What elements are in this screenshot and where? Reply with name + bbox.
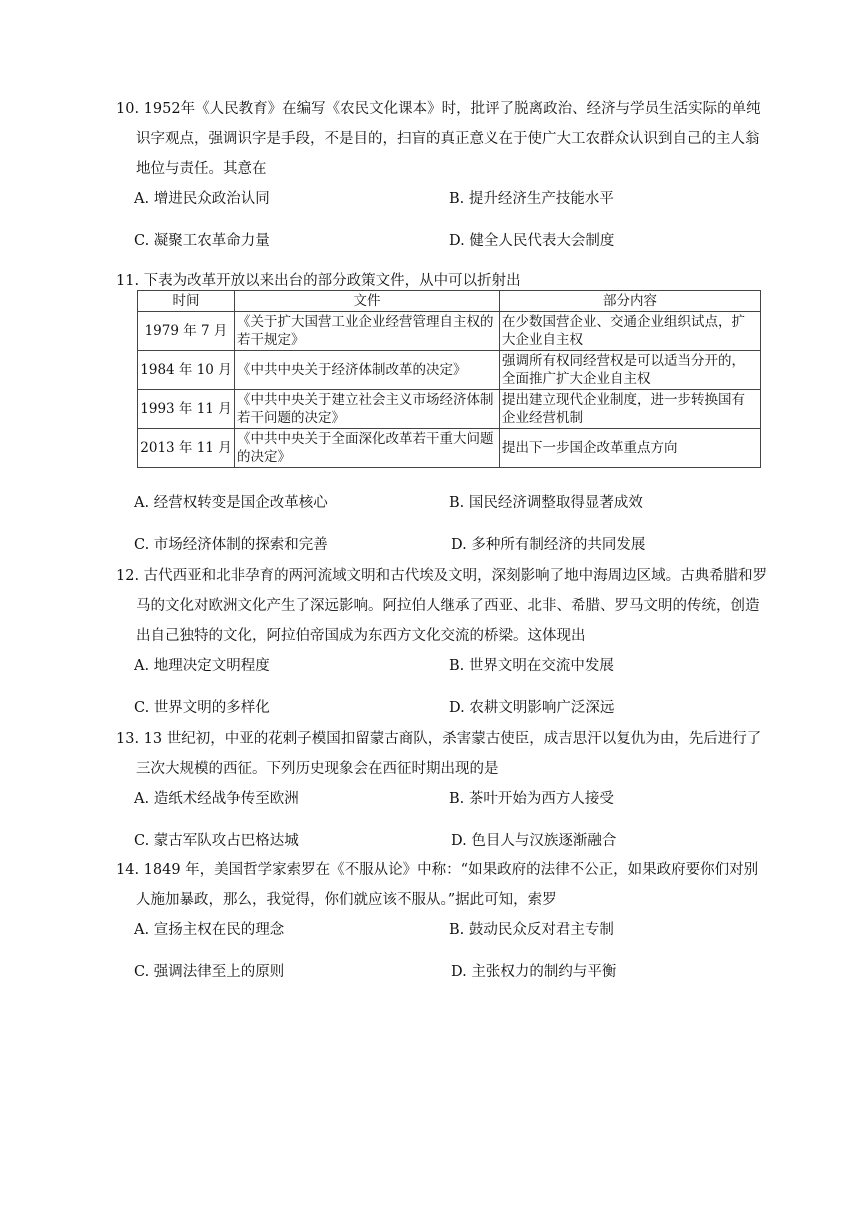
question-14 <box>116 855 772 999</box>
option-a: A. 宣扬主权在民的理念 <box>134 922 285 938</box>
option-a: A. 造纸术经战争传至欧洲 <box>134 791 299 807</box>
question-stem: 13. 13 世纪初，中亚的花剌子模国扣留蒙古商队，杀害蒙古使臣，成吉思汗以复仇为由，先后进行了三次大规模的西征。下列历史现象会在西征时期出现的是 <box>116 731 762 777</box>
option-d: D. 色目人与汉族逐渐融合 <box>451 833 617 849</box>
table-row <box>138 390 761 429</box>
options-row <box>116 784 772 826</box>
table-cell-content: 在少数国营企业、交通企业组织试点，扩大企业自主权 <box>500 312 761 351</box>
option-c: C. 世界文明的多样化 <box>134 700 270 716</box>
question-12 <box>116 561 772 735</box>
table-cell-content: 强调所有权同经营权是可以适当分开的，全面推广扩大企业自主权 <box>500 351 761 390</box>
question-stem: 10. 1952年《人民教育》在编写《农民文化课本》时，批评了脱离政治、经济与学员生活实际的单纯识字观点，强调识字是手段，不是目的，扫盲的真正意义在于使广大工农群众认识到自己的主人翁地位与责任。其意在 <box>116 101 761 177</box>
table-cell-document: 《中共中央关于建立社会主义市场经济体制若干问题的决定》 <box>235 390 500 429</box>
option-b: B. 鼓动民众反对君主专制 <box>449 922 614 938</box>
option-b: B. 国民经济调整取得显著成效 <box>449 495 643 511</box>
option-d: D. 多种所有制经济的共同发展 <box>451 537 646 553</box>
option-d: D. 健全人民代表大会制度 <box>449 233 615 249</box>
option-c: C. 凝聚工农革命力量 <box>134 233 270 249</box>
option-b: B. 世界文明在交流中发展 <box>449 658 614 674</box>
table-header-row <box>138 291 761 312</box>
table-cell-content: 提出下一步国企改革重点方向 <box>500 429 761 468</box>
option-a: A. 经营权转变是国企改革核心 <box>134 495 328 511</box>
table-cell-time: 2013 年 11 月 <box>138 429 235 468</box>
table-cell-time: 1979 年 7 月 <box>138 312 235 351</box>
question-stem: 14. 1849 年，美国哲学家索罗在《不服从论》中称：“如果政府的法律不公正，如果政府要你们对别人施加暴政，那么，我觉得，你们就应该不服从。”据此可知，索罗 <box>116 862 759 908</box>
table-cell-content: 提出建立现代企业制度，进一步转换国有企业经营机制 <box>500 390 761 429</box>
option-d: D. 主张权力的制约与平衡 <box>451 964 617 980</box>
option-c: C. 市场经济体制的探索和完善 <box>134 537 328 553</box>
table-header-cell: 时间 <box>138 291 235 312</box>
table-header-cell: 文件 <box>235 291 500 312</box>
option-c: C. 强调法律至上的原则 <box>134 964 285 980</box>
options-row <box>116 226 772 268</box>
option-b: B. 提升经济生产技能水平 <box>449 191 614 207</box>
table-cell-document: 《中共中央关于全面深化改革若干重大问题的决定》 <box>235 429 500 468</box>
options-row <box>116 488 772 530</box>
table-row <box>138 351 761 390</box>
option-d: D. 农耕文明影响广泛深远 <box>449 700 615 716</box>
options-row <box>116 184 772 226</box>
option-b: B. 茶叶开始为西方人接受 <box>449 791 614 807</box>
option-a: A. 地理决定文明程度 <box>134 658 270 674</box>
question-11-options <box>116 488 772 572</box>
question-10 <box>116 94 772 268</box>
question-13 <box>116 724 772 868</box>
option-c: C. 蒙古军队攻占巴格达城 <box>134 833 299 849</box>
table-row <box>138 312 761 351</box>
options-row <box>116 957 772 999</box>
table-cell-time: 1984 年 10 月 <box>138 351 235 390</box>
policy-table <box>137 290 761 468</box>
table-row <box>138 429 761 468</box>
question-stem: 12. 古代西亚和北非孕育的两河流域文明和古代埃及文明，深刻影响了地中海周边区域。古典希腊和罗马的文化对欧洲文化产生了深远影响。阿拉伯人继承了西亚、北非、希腊、罗马文明的传统，创造出自己独特的文化，阿拉伯帝国成为东西方文化交流的桥梁。这体现出 <box>116 568 768 644</box>
table-cell-document: 《关于扩大国营工业企业经营管理自主权的若干规定》 <box>235 312 500 351</box>
table-cell-time: 1993 年 11 月 <box>138 390 235 429</box>
table-cell-document: 《中共中央关于经济体制改革的决定》 <box>235 351 500 390</box>
option-a: A. 增进民众政治认同 <box>134 191 270 207</box>
options-row <box>116 915 772 957</box>
table-header-cell: 部分内容 <box>500 291 761 312</box>
options-row <box>116 651 772 693</box>
question-stem: 11. 下表为改革开放以来出台的部分政策文件，从中可以折射出 <box>116 273 521 289</box>
